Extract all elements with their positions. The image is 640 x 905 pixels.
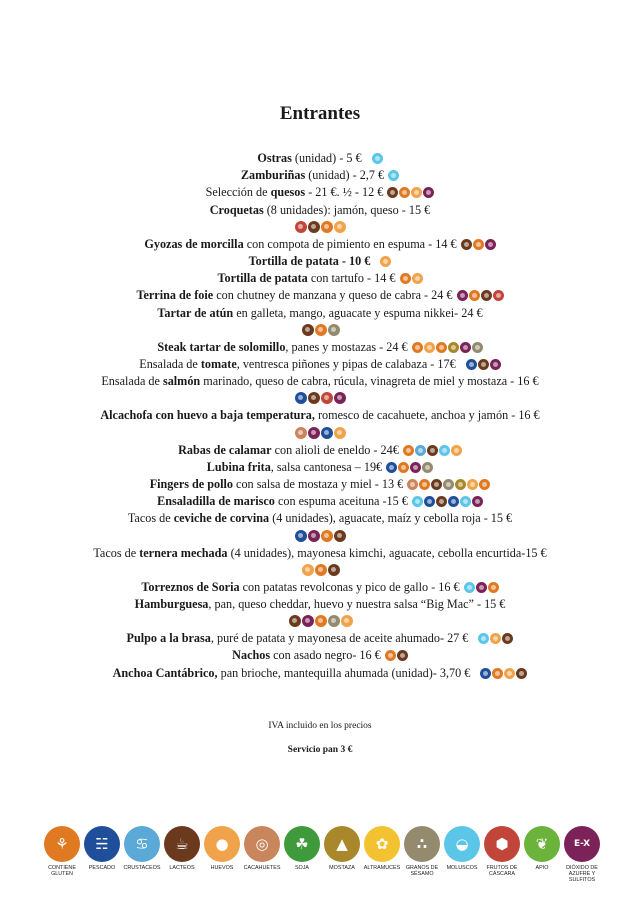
legend-label: HUEVOS	[210, 865, 234, 871]
frutos-icon	[321, 392, 333, 404]
sesamo-icon	[443, 479, 454, 490]
allergen-legend	[42, 826, 602, 886]
lacteos-icon	[328, 564, 340, 576]
gluten-icon	[488, 582, 499, 593]
item-detail: , puré de patata y mayonesa de aceite ahumado- 27 €	[210, 631, 469, 646]
sesame-icon: ∴	[404, 826, 440, 862]
celery-icon: ❦	[524, 826, 560, 862]
menu-item	[0, 579, 640, 596]
legend-crustaceos	[122, 826, 162, 871]
gluten-icon	[412, 342, 423, 353]
legend-pescado	[82, 826, 122, 871]
lacteos-icon	[502, 633, 513, 644]
legend-moluscos	[442, 826, 482, 871]
item-prefix: Tacos de	[93, 545, 140, 560]
wheat-icon: ⚘	[44, 826, 80, 862]
gluten-icon	[315, 324, 327, 336]
allergen-row	[0, 528, 640, 543]
item-name: Rabas de calamar	[178, 442, 272, 457]
servicio-note: Servicio pan 3 €	[287, 745, 353, 755]
mostaza-icon	[448, 342, 459, 353]
item-detail: romesco de cacahuete, anchoa y jamón - 16 €	[314, 408, 540, 423]
item-detail: , ventresca piñones y pipas de calabaza - 17€	[236, 357, 456, 372]
gluten-icon	[399, 187, 410, 198]
pescado-icon	[295, 530, 307, 542]
pescado-icon	[448, 496, 459, 507]
moluscos-icon	[478, 633, 489, 644]
legend-label: MOLUSCOS	[446, 865, 478, 871]
allergen-row	[0, 613, 640, 628]
gluten-icon	[492, 668, 503, 679]
item-name: Lubina frita	[206, 459, 271, 474]
legend-huevos	[202, 826, 242, 871]
moluscos-icon	[460, 496, 471, 507]
sesamo-icon	[328, 324, 340, 336]
item-detail: pan brioche, mantequilla ahumada (unidad)- 3,70 €	[217, 665, 471, 680]
eggs-icon: ●	[204, 826, 240, 862]
soy-icon: ☘	[284, 826, 320, 862]
legend-label: APIO	[535, 865, 549, 871]
shell-icon: ◒	[444, 826, 480, 862]
menu-item	[0, 459, 640, 476]
item-detail: (4 unidades), mayonesa kimchi, aguacate, cebolla encurtida-15 €	[227, 545, 547, 560]
sulfite-icon: E-X	[564, 826, 600, 862]
gluten-icon	[315, 564, 327, 576]
crustaceos-icon	[415, 445, 426, 456]
legend-label: GRANOS DE SÉSAMO	[405, 865, 439, 877]
menu-item	[0, 407, 640, 424]
sulfitos-icon	[423, 187, 434, 198]
legend-apio	[522, 826, 562, 871]
moluscos-icon	[439, 445, 450, 456]
gluten-icon	[469, 290, 480, 301]
moluscos-icon	[464, 582, 475, 593]
legend-label: MOSTAZA	[329, 865, 355, 871]
item-name: Nachos	[232, 648, 271, 663]
lacteos-icon	[481, 290, 492, 301]
item-name: Steak tartar de solomillo	[157, 339, 286, 354]
item-name: Tartar de atún	[157, 305, 234, 320]
gluten-icon	[315, 615, 327, 627]
item-name: Gyozas de morcilla	[144, 236, 244, 251]
item-name: tomate	[200, 357, 237, 372]
item-detail: (unidad) - 5 €	[291, 151, 362, 165]
pescado-icon	[424, 496, 435, 507]
menu-item	[0, 596, 640, 613]
iva-note: IVA incluido en los precios	[268, 721, 372, 731]
sesamo-icon	[422, 462, 433, 473]
moluscos-icon	[372, 153, 383, 164]
nut-icon: ⬢	[484, 826, 520, 862]
gluten-icon	[321, 221, 333, 233]
pescado-icon	[386, 462, 397, 473]
huevos-icon	[302, 564, 314, 576]
milk-jug-icon: ☕	[164, 826, 200, 862]
item-name: Hamburguesa	[134, 597, 209, 612]
huevos-icon	[412, 273, 423, 284]
item-name: Fingers de pollo	[149, 477, 233, 492]
lacteos-icon	[431, 479, 442, 490]
lupin-icon: ✿	[364, 826, 400, 862]
peanut-icon: ◎	[244, 826, 280, 862]
gluten-icon	[398, 462, 409, 473]
legend-label: FRUTOS DE CÁSCARA	[486, 865, 518, 877]
lacteos-icon	[478, 359, 489, 370]
lacteos-icon	[308, 392, 320, 404]
item-name: Ensaladilla de marisco	[157, 494, 275, 509]
item-prefix: Tacos de	[127, 511, 174, 526]
menu-item	[0, 305, 640, 322]
legend-label: LACTEOS	[169, 865, 195, 871]
legend-label: CRUSTACEOS	[123, 865, 161, 871]
item-detail: , salsa cantonesa – 19€	[270, 459, 383, 474]
item-detail: con patatas revolconas y pico de gallo - 16 €	[239, 579, 460, 594]
item-detail: con tartufo - 14 €	[307, 271, 396, 286]
legend-label: CONTIENE GLUTEN	[48, 865, 76, 877]
huevos-icon	[467, 479, 478, 490]
pescado-icon	[480, 668, 491, 679]
item-detail: con chutney de manzana y queso de cabra - 24 €	[213, 288, 453, 303]
menu-item	[0, 373, 640, 390]
gluten-icon	[419, 479, 430, 490]
allergen-row	[0, 562, 640, 577]
item-detail: con asado negro- 16 €	[270, 648, 381, 663]
allergen-row	[0, 219, 640, 234]
huevos-icon	[451, 445, 462, 456]
item-name: Tortilla de patata - 10 €	[248, 254, 371, 269]
huevos-icon	[334, 427, 346, 439]
huevos-icon	[411, 187, 422, 198]
item-detail: , pan, queso cheddar, huevo y nuestra salsa “Big Mac” - 15 €	[208, 597, 506, 612]
item-detail: marinado, queso de cabra, rúcula, vinagreta de miel y mostaza - 16 €	[200, 374, 539, 389]
lacteos-icon	[436, 496, 447, 507]
lacteos-icon	[302, 324, 314, 336]
item-detail: con compota de pimiento en espuma - 14 €	[243, 236, 457, 251]
sulfitos-icon	[457, 290, 468, 301]
item-name: ternera mechada	[139, 545, 228, 560]
gluten-icon	[403, 445, 414, 456]
item-name: Croquetas	[209, 202, 264, 217]
menu-item	[0, 493, 640, 510]
cacahuetes-icon	[295, 427, 307, 439]
item-name: Terrina de foie	[136, 288, 214, 303]
lacteos-icon	[334, 530, 346, 542]
menu-item	[0, 236, 640, 253]
huevos-icon	[334, 221, 346, 233]
item-name: Ostras	[257, 151, 292, 165]
huevos-icon	[504, 668, 515, 679]
item-detail: (unidad) - 2,7 €	[305, 168, 385, 183]
lacteos-icon	[461, 239, 472, 250]
legend-mostaza	[322, 826, 362, 871]
legend-label: ALTRAMUCES	[363, 865, 401, 871]
allergen-row	[0, 390, 640, 405]
menu-item	[0, 287, 640, 304]
item-name: Torreznos de Soria	[141, 579, 240, 594]
menu-item	[0, 150, 640, 167]
menu-item	[0, 442, 640, 459]
menu-item	[0, 167, 640, 184]
legend-label: SOJA	[294, 865, 310, 871]
legend-soja	[282, 826, 322, 871]
frutos-icon	[493, 290, 504, 301]
item-detail: (4 unidades), aguacate, maíz y cebolla roja - 15 €	[269, 511, 513, 526]
menu-item	[0, 253, 640, 270]
item-name: Tortilla de patata	[217, 271, 308, 286]
moluscos-icon	[412, 496, 423, 507]
item-name: quesos	[270, 185, 306, 200]
sulfitos-icon	[308, 427, 320, 439]
sulfitos-icon	[485, 239, 496, 250]
allergen-row	[0, 425, 640, 440]
huevos-icon	[341, 615, 353, 627]
item-detail: con salsa de mostaza y miel - 13 €	[233, 477, 404, 492]
menu-item	[0, 339, 640, 356]
legend-label: DIÓXIDO DE AZUFRE Y SULFITOS	[566, 865, 598, 883]
sesamo-icon	[328, 615, 340, 627]
sesamo-icon	[472, 342, 483, 353]
menu-item	[0, 184, 640, 201]
legend-sulfitos	[562, 826, 602, 883]
item-detail: con alioli de eneldo - 24€	[271, 442, 399, 457]
sulfitos-icon	[460, 342, 471, 353]
item-detail: , panes y mostazas - 24 €	[285, 339, 408, 354]
cacahuetes-icon	[407, 479, 418, 490]
crab-icon: ♋	[124, 826, 160, 862]
gluten-icon	[385, 650, 396, 661]
pescado-icon	[321, 427, 333, 439]
lacteos-icon	[308, 221, 320, 233]
legend-altramuces	[362, 826, 402, 871]
item-prefix: Ensalada de	[139, 357, 201, 372]
frutos-icon	[295, 221, 307, 233]
item-name: Pulpo a la brasa	[126, 631, 211, 646]
sulfitos-icon	[472, 496, 483, 507]
sulfitos-icon	[490, 359, 501, 370]
sulfitos-icon	[308, 530, 320, 542]
sulfitos-icon	[476, 582, 487, 593]
legend-label: PESCADO	[88, 865, 116, 871]
menu-item	[0, 665, 640, 682]
fish-icon: ☵	[84, 826, 120, 862]
mustard-icon: ▲	[324, 826, 360, 862]
legend-frutos	[482, 826, 522, 877]
gluten-icon	[436, 342, 447, 353]
sulfitos-icon	[410, 462, 421, 473]
item-name: Alcachofa con huevo a baja temperatura,	[100, 408, 315, 423]
lacteos-icon	[397, 650, 408, 661]
menu-item	[0, 476, 640, 493]
menu-item	[0, 270, 640, 287]
lacteos-icon	[289, 615, 301, 627]
legend-lacteos	[162, 826, 202, 871]
mostaza-icon	[455, 479, 466, 490]
allergen-row	[0, 322, 640, 337]
lacteos-icon	[387, 187, 398, 198]
item-detail: (8 unidades): jamón, queso - 15 €	[263, 202, 431, 217]
sulfitos-icon	[302, 615, 314, 627]
menu-item	[0, 545, 640, 562]
sulfitos-icon	[334, 392, 346, 404]
item-detail: con espuma aceituna -15 €	[274, 494, 408, 509]
menu-item	[0, 202, 640, 219]
item-prefix: Selección de	[205, 185, 271, 200]
lacteos-icon	[516, 668, 527, 679]
menu-list	[0, 150, 640, 682]
menu-item	[0, 510, 640, 527]
page-title: Entrantes	[279, 103, 361, 124]
item-name: salmón	[162, 374, 201, 389]
gluten-icon	[321, 530, 333, 542]
legend-sesamo	[402, 826, 442, 877]
item-prefix: Ensalada de	[101, 374, 163, 389]
gluten-icon	[473, 239, 484, 250]
pescado-icon	[295, 392, 307, 404]
item-detail: - 21 €. ½ - 12 €	[305, 185, 384, 200]
huevos-icon	[424, 342, 435, 353]
gluten-icon	[479, 479, 490, 490]
item-name: ceviche de corvina	[173, 511, 270, 526]
legend-gluten	[42, 826, 82, 877]
huevos-icon	[380, 256, 391, 267]
moluscos-icon	[388, 170, 399, 181]
menu-item	[0, 356, 640, 373]
legend-cacahuetes	[242, 826, 282, 871]
item-name: Anchoa Cantábrico,	[112, 665, 218, 680]
menu-item	[0, 647, 640, 664]
item-name: Zamburiñas	[240, 168, 306, 183]
item-detail: en galleta, mango, aguacate y espuma nikkei- 24 €	[233, 305, 483, 320]
gluten-icon	[400, 273, 411, 284]
pescado-icon	[466, 359, 477, 370]
legend-label: CACAHUETES	[243, 865, 281, 871]
huevos-icon	[490, 633, 501, 644]
lacteos-icon	[427, 445, 438, 456]
menu-item	[0, 630, 640, 647]
